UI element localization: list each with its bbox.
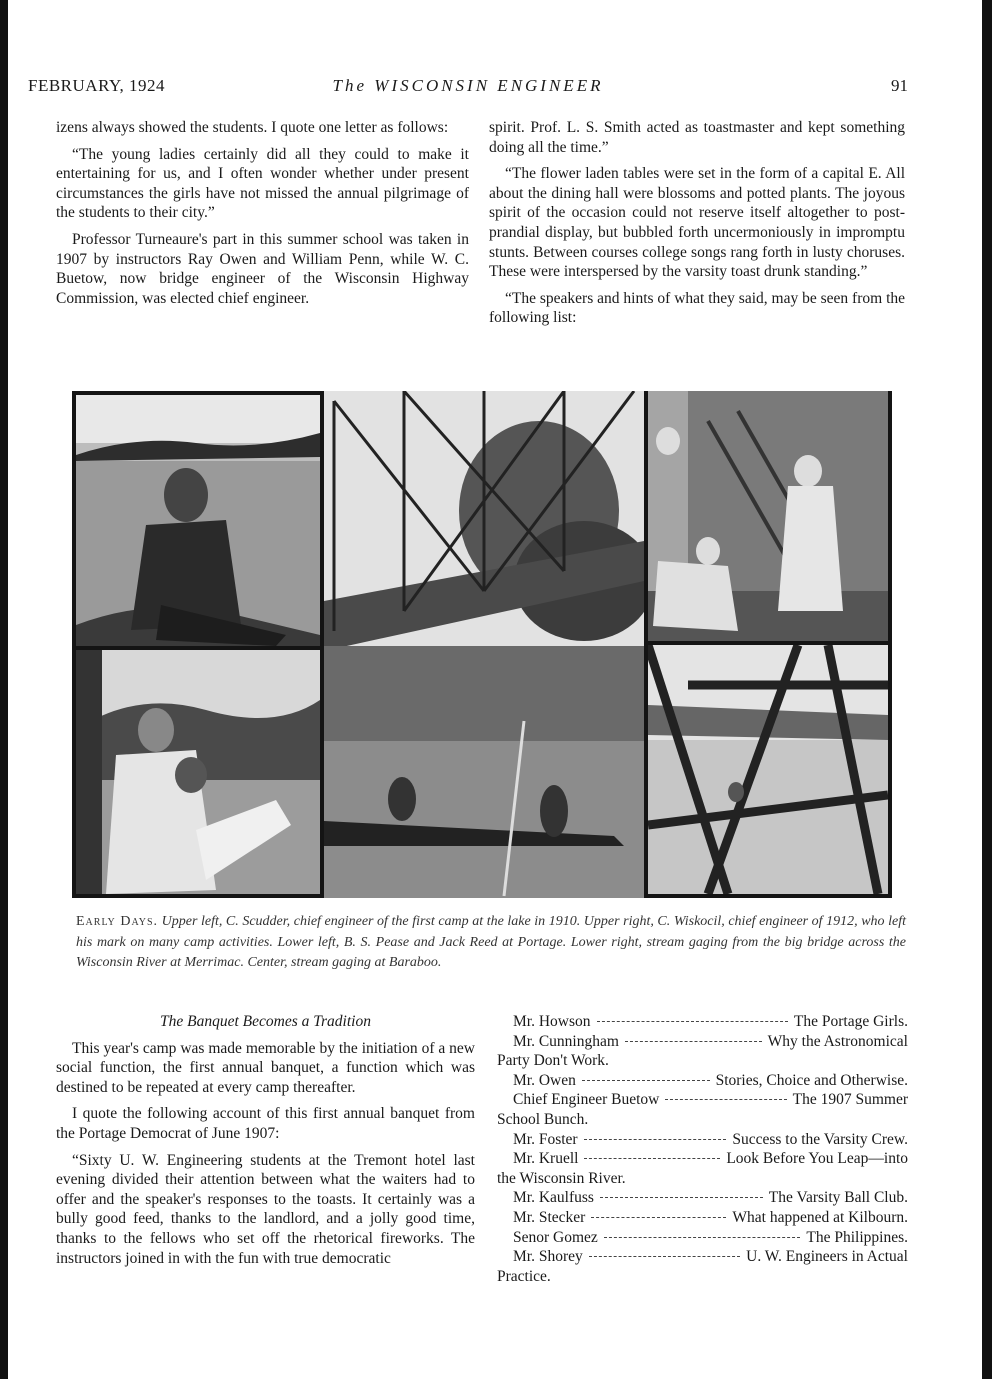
photo-center-bridge (324, 391, 644, 898)
caption-lead: Early Days. (76, 914, 159, 929)
text-column-lower-left (56, 1012, 475, 1275)
toast-title: The Portage Girls. (793, 1013, 908, 1030)
speaker-name: Chief Engineer Buetow (513, 1091, 660, 1109)
page-number: 91 (891, 76, 908, 95)
toast-title: Why the Astronomical (767, 1032, 908, 1050)
paragraph: Professor Turneaure's part in this summer school was taken in 1907 by instructors Ray Owen and William Penn, while W. C. Buetow, now bridge engineer of the Wisconsin Highway Commission, was elected chief engineer. (56, 230, 469, 307)
toast-title: The Varsity Ball Club. (768, 1189, 908, 1207)
photo-upper-right (648, 391, 888, 641)
scan-edge-right (982, 0, 992, 1379)
speaker-name: Mr. Kaulfuss (513, 1189, 594, 1207)
toast-title: Look Before You Leap—into (726, 1150, 908, 1168)
speaker-name: Mr. Cunningham (513, 1032, 619, 1050)
toast-list (497, 1012, 908, 1286)
toast-row (497, 1208, 908, 1228)
toast-row (497, 1247, 908, 1267)
photo-lower-right (648, 645, 888, 894)
toast-row (497, 1149, 908, 1169)
paragraph: I quote the following account of this first annual banquet from the Portage Democrat of June 1907: (56, 1105, 475, 1142)
journal-title: The WISCONSIN ENGINEER (332, 76, 604, 95)
toast-row (497, 1071, 908, 1091)
speaker-name: Senor Gomez (513, 1228, 598, 1246)
speaker-name: Mr. Kruell (513, 1150, 579, 1168)
toast-title: The Philippines. (806, 1228, 908, 1246)
toast-title: What happened at Kilbourn. (732, 1208, 908, 1226)
caption-text: Upper left, C. Scudder, chief engineer of the first camp at the lake in 1910. Upper right, C. Wiskocil, chief engineer of 1912, who left his mark on many camp activities. Lower left, B. S. Pease and Jack Reed at Portage. Lower right, stream gaging from the big bridge across the Wisconsin River at Merrimac. Center, stream gaging at Baraboo. (76, 914, 906, 970)
running-header (28, 76, 908, 100)
toast-row (497, 1032, 908, 1052)
issue-date: FEBRUARY, 1924 (28, 76, 166, 95)
toast-continuation: Party Don't Work. (497, 1052, 609, 1070)
toast-row (497, 1188, 908, 1208)
paragraph: “The speakers and hints of what they said, may be seen from the following list: (489, 289, 905, 327)
toast-continuation: School Bunch. (497, 1110, 589, 1128)
photo-caption (76, 912, 906, 974)
toast-continuation: Practice. (497, 1267, 551, 1285)
speaker-name: Mr. Owen (513, 1071, 576, 1089)
section-heading: The Banquet Becomes a Tradition (160, 1013, 371, 1030)
toast-title: U. W. Engineers in Actual (746, 1248, 908, 1266)
paragraph: This year's camp was made memorable by the initiation of a new social function, the first annual banquet, a function which was destined to be repeated at every camp thereafter. (56, 1039, 475, 1096)
text-column-upper-right (489, 118, 905, 335)
paragraph: “The young ladies certainly did all they could to make it entertaining for us, and I often wonder whether under present circumstances the girls have not missed the annual pilgrimage of the students to their city.” (56, 145, 469, 222)
toast-continuation: the Wisconsin River. (497, 1169, 626, 1187)
toast-row (497, 1090, 908, 1110)
photo-upper-left (76, 395, 320, 646)
toast-title: Success to the Varsity Crew. (732, 1130, 908, 1148)
speaker-name: Mr. Shorey (513, 1248, 583, 1266)
text-column-upper-left (56, 118, 469, 315)
toast-row (497, 1130, 908, 1150)
toast-title: The 1907 Summer (792, 1091, 908, 1109)
speaker-name: Mr. Stecker (513, 1208, 586, 1226)
toast-title: Stories, Choice and Otherwise. (715, 1071, 908, 1089)
speaker-name: Mr. Foster (513, 1130, 578, 1148)
paragraph: spirit. Prof. L. S. Smith acted as toastmaster and kept something doing all the time.” (489, 119, 905, 156)
paragraph: “Sixty U. W. Engineering students at the Tremont hotel last evening divided their attention between what the waiters had to offer and the speaker's responses to the toasts. It certainly was a bully good feed, thanks to the landlord, and a jolly good time, thanks to the fellows who set off the rhetorical fireworks. The instructors joined in with the fun with true democratic (56, 1151, 475, 1267)
paragraph: “The flower laden tables were set in the form of a capital E. All about the dining hall were blossoms and potted plants. The joyous spirit of the occasion could not reserve itself altogether to post-prandial display, but bubbled forth uncermoniously in impromptu stunts. Between courses college songs rang forth in lusty choruses. These were interspersed by the varsity toast drunk standing.” (489, 165, 905, 281)
toast-row (497, 1228, 908, 1248)
speaker-name: Mr. Howson (513, 1013, 591, 1030)
scan-edge-left (0, 0, 8, 1379)
photo-collage (72, 391, 892, 898)
paragraph: izens always showed the students. I quote one letter as follows: (56, 119, 449, 136)
toast-row (497, 1012, 908, 1032)
photo-lower-left (76, 650, 320, 894)
